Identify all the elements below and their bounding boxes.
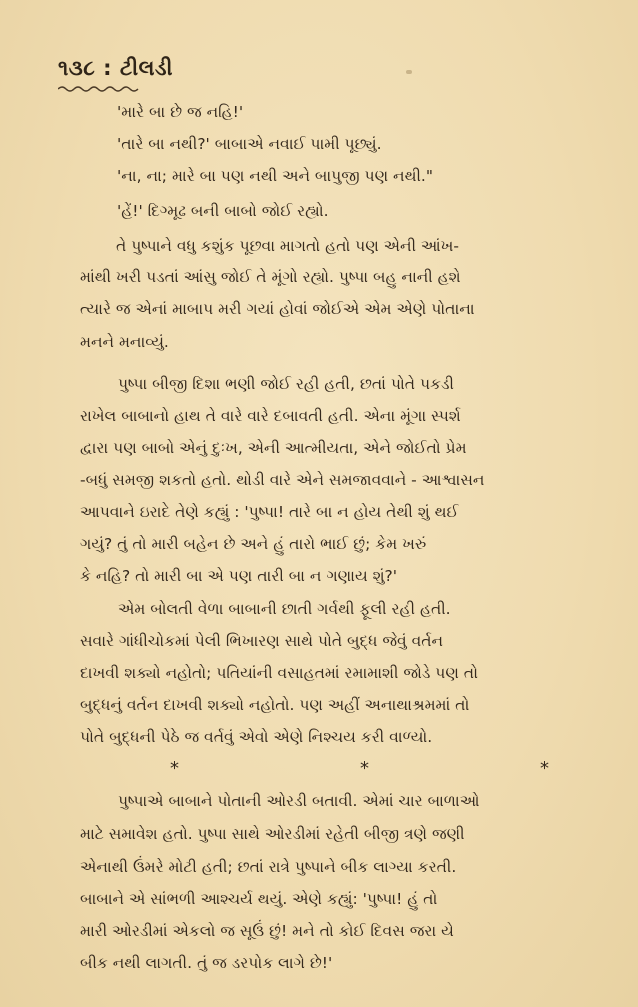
text-line: માંથી ખરી પડતાં આંસુ જોઈ તે મૂંગો રહ્યો. પુષ્પા બહુ નાની હશે [80, 268, 461, 286]
text-line: પુષ્પા બીજી દિશા ભણી જોઈ રહી હતી, છતાં પોતે પકડી [118, 375, 454, 393]
text-line: તે પુષ્પાને વધુ કશુંક પૂછવા માગતો હતો પણ એની આંખ- [116, 237, 459, 255]
text-line: બુદ્ધનું વર્તન દાખવી શક્યો નહોતો. પણ અહીં અનાથાશ્રમમાં તો [80, 696, 470, 714]
section-break-star: * [360, 758, 369, 779]
text-line: મનને મનાવ્યું. [80, 333, 169, 351]
header-ornament [58, 85, 143, 92]
paper-speck [406, 70, 412, 74]
text-line: દ્વારા પણ બાબો એનું દુઃખ, એની આત્મીયતા, એને જોઈતો પ્રેમ [80, 439, 467, 457]
text-line: 'ના, ના; મારે બા પણ નથી અને બાપુજી પણ નથી." [117, 167, 433, 185]
text-line: સવારે ગાંધીચોકમાં પેલી ભિખારણ સાથે પોતે બુદ્ધ જેવું વર્તન [80, 632, 444, 650]
text-line: 'હેં!' દિગ્મૂઢ બની બાબો જોઈ રહ્યો. [117, 202, 329, 220]
text-line: -બધું સમજી શકતો હતો. થોડી વારે એને સમજાવવાને - આશ્વાસન [80, 471, 485, 489]
text-line: માટે સમાવેશ હતો. પુષ્પા સાથે ઓરડીમાં રહેતી બીજી ત્રણે જણી [80, 825, 465, 843]
text-line: કે નહિ? તો મારી બા એ પણ તારી બા ન ગણાય શું?' [80, 567, 398, 585]
section-break [0, 758, 638, 782]
text-line: 'તારે બા નથી?' બાબાએ નવાઈ પામી પૂછ્યું. [117, 135, 382, 153]
text-line: મારી ઓરડીમાં એકલો જ સૂઉં છું! મને તો કોઈ દિવસ જરા યે [80, 922, 454, 940]
text-line: આપવાને ઇરાદે તેણે કહ્યું : 'પુષ્પા! તારે બા ન હોય તેથી શું થઈ [80, 503, 459, 521]
text-line: બાબાને એ સાંભળી આશ્ચર્ય થયું. એણે કહ્યું: 'પુષ્પા! હું તો [80, 890, 438, 908]
text-line: ગયું? તું તો મારી બહેન છે અને હું તારો ભાઈ છું; કેમ ખરું [80, 535, 427, 553]
page-header: ૧૩૮ : ટીલડી [58, 56, 173, 80]
text-line: 'મારે બા છે જ નહિ!' [117, 103, 244, 121]
text-line: બીક નથી લાગતી. તું જ ડરપોક લાગે છે!' [80, 954, 333, 972]
text-line: એનાથી ઉંમરે મોટી હતી; છતાં રાત્રે પુષ્પાને બીક લાગ્યા કરતી. [80, 858, 457, 876]
text-line: રાખેલ બાબાનો હાથ તે વારે વારે દબાવતી હતી. એના મૂંગા સ્પર્શ [80, 407, 461, 425]
section-break-star: * [170, 758, 179, 779]
section-break-star: * [540, 758, 549, 779]
text-line: દાખવી શક્યો નહોતો; પતિયાંની વસાહતમાં રમામાશી જોડે પણ તો [80, 664, 478, 682]
text-line: પુષ્પાએ બાબાને પોતાની ઓરડી બતાવી. એમાં ચાર બાળાઓ [118, 792, 480, 810]
text-line: પોતે બુદ્ધની પેઠે જ વર્તવું એવો એણે નિશ્ચય કરી વાળ્યો. [80, 728, 433, 746]
text-line: ત્યારે જ એનાં માબાપ મરી ગયાં હોવાં જોઈએ એમ એણે પોતાના [80, 300, 475, 318]
text-line: એમ બોલતી વેળા બાબાની છાતી ગર્વથી ફૂલી રહી હતી. [118, 600, 451, 618]
